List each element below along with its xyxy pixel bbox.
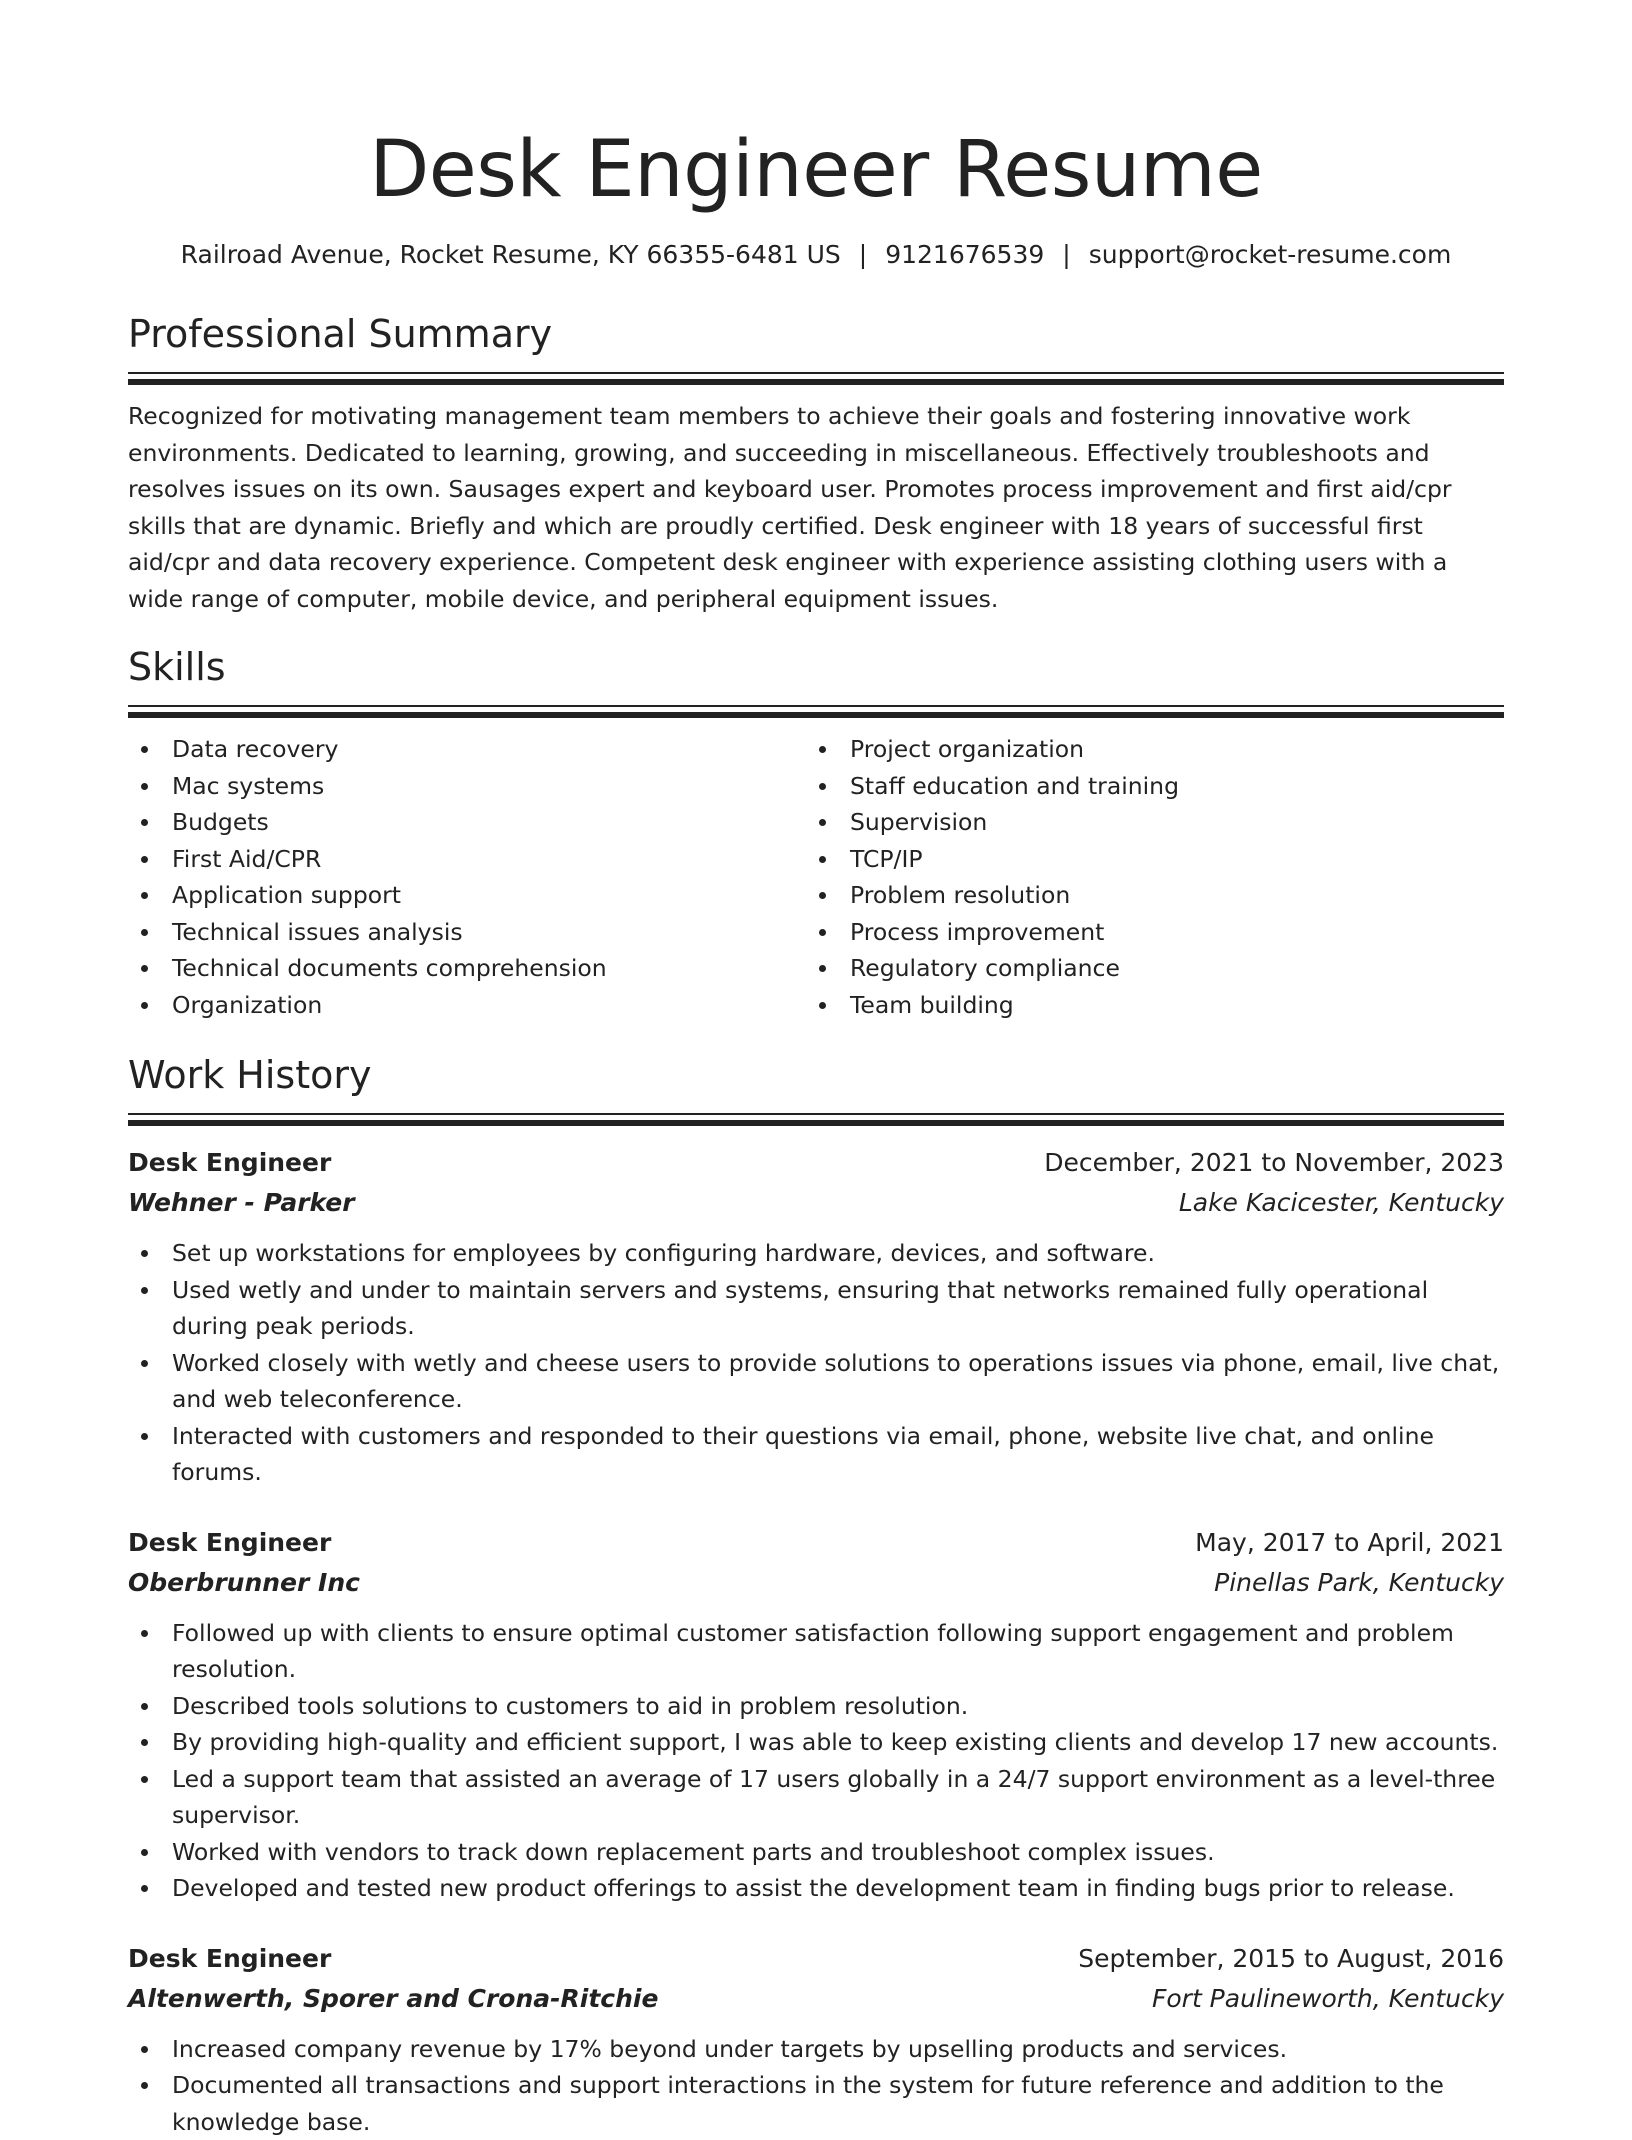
skills-section [128,643,1504,1023]
skill-item: Technical documents comprehension [128,950,806,987]
job-bullet: Worked closely with wetly and cheese users to provide solutions to operations issues via phone, email, live chat, and web teleconference. [128,1345,1504,1418]
section-title-skills: Skills [128,643,1504,691]
job-bullet: Set up workstations for employees by configuring hardware, devices, and software. [128,1235,1504,1272]
job-bullet: Described tools solutions to customers to aid in problem resolution. [128,1688,1504,1725]
resume-page [128,0,1504,2140]
skills-list [128,731,1504,1023]
job-dates: May, 2017 to April, 2021 [1195,1523,1504,1563]
job-bullets [128,1615,1504,1907]
skill-item: Problem resolution [806,877,1484,914]
job-bullet: Interacted with customers and responded to their questions via email, phone, website live chat, and online forums. [128,1418,1504,1491]
job-company: Oberbrunner Inc [128,1563,360,1603]
section-divider [128,372,1504,384]
summary-text: Recognized for motivating management team members to achieve their goals and fostering innovative work environments. Dedicated to learning, growing, and succeeding in miscellaneous. Effectively troubleshoots and resolves issues on its own. Sausages expert and keyboard user. Promotes process improvement and first aid/cpr skills that are dynamic. Briefly and which are proudly certified. Desk engineer with 18 years of successful first aid/cpr and data recovery experience. Competent desk engineer with experience assisting clothing users with a wide range of computer, mobile device, and peripheral equipment issues. [128,398,1504,617]
job-bullet: Documented all transactions and support interactions in the system for future reference and addition to the knowledge base. [128,2067,1504,2140]
job-bullets [128,1235,1504,1491]
skill-item: Data recovery [128,731,806,768]
job-entry [128,1143,1504,1491]
job-bullet: Developed and tested new product offerings to assist the development team in finding bugs prior to release. [128,1870,1504,1907]
address: Railroad Avenue, Rocket Resume, KY 66355-6481 US [181,240,841,269]
contact-separator: | [859,238,867,272]
job-location: Fort Paulineworth, Kentucky [1152,1979,1504,2019]
section-divider [128,705,1504,717]
contact-line [128,238,1504,272]
skill-item: Team building [806,987,1484,1024]
job-bullet: By providing high-quality and efficient support, I was able to keep existing clients and develop 17 new accounts. [128,1724,1504,1761]
skill-item: Supervision [806,804,1484,841]
job-bullet: Worked with vendors to track down replacement parts and troubleshoot complex issues. [128,1834,1504,1871]
skill-item: Application support [128,877,806,914]
skills-column-left [128,731,806,1023]
skill-item: Process improvement [806,914,1484,951]
contact-separator: | [1062,238,1070,272]
job-entry [128,1939,1504,2140]
job-title: Desk Engineer [128,1523,331,1563]
skill-item: First Aid/CPR [128,841,806,878]
section-title-work: Work History [128,1051,1504,1099]
skill-item: Staff education and training [806,768,1484,805]
job-bullet: Led a support team that assisted an average of 17 users globally in a 24/7 support environment as a level-three supervisor. [128,1761,1504,1834]
section-divider [128,1113,1504,1125]
job-bullet: Increased company revenue by 17% beyond under targets by upselling products and services. [128,2031,1504,2068]
resume-title: Desk Engineer Resume [128,122,1504,218]
job-title: Desk Engineer [128,1143,331,1183]
job-bullet: Followed up with clients to ensure optimal customer satisfaction following support engagement and problem resolution. [128,1615,1504,1688]
job-bullets [128,2031,1504,2140]
skill-item: Organization [128,987,806,1024]
skill-item: TCP/IP [806,841,1484,878]
job-dates: September, 2015 to August, 2016 [1078,1939,1504,1979]
job-company: Wehner - Parker [128,1183,355,1223]
job-title: Desk Engineer [128,1939,331,1979]
job-bullet: Used wetly and under to maintain servers and systems, ensuring that networks remained fully operational during peak periods. [128,1272,1504,1345]
summary-section [128,310,1504,617]
job-company: Altenwerth, Sporer and Crona-Ritchie [128,1979,658,2019]
skill-item: Project organization [806,731,1484,768]
skill-item: Budgets [128,804,806,841]
job-entry [128,1523,1504,1907]
section-title-summary: Professional Summary [128,310,1504,358]
skill-item: Technical issues analysis [128,914,806,951]
job-dates: December, 2021 to November, 2023 [1044,1143,1504,1183]
skills-column-right [806,731,1484,1023]
work-history-section [128,1051,1504,2140]
skill-item: Regulatory compliance [806,950,1484,987]
job-location: Pinellas Park, Kentucky [1214,1563,1504,1603]
skill-item: Mac systems [128,768,806,805]
job-location: Lake Kacicester, Kentucky [1179,1183,1504,1223]
email: support@rocket-resume.com [1089,240,1452,269]
phone: 9121676539 [885,240,1044,269]
